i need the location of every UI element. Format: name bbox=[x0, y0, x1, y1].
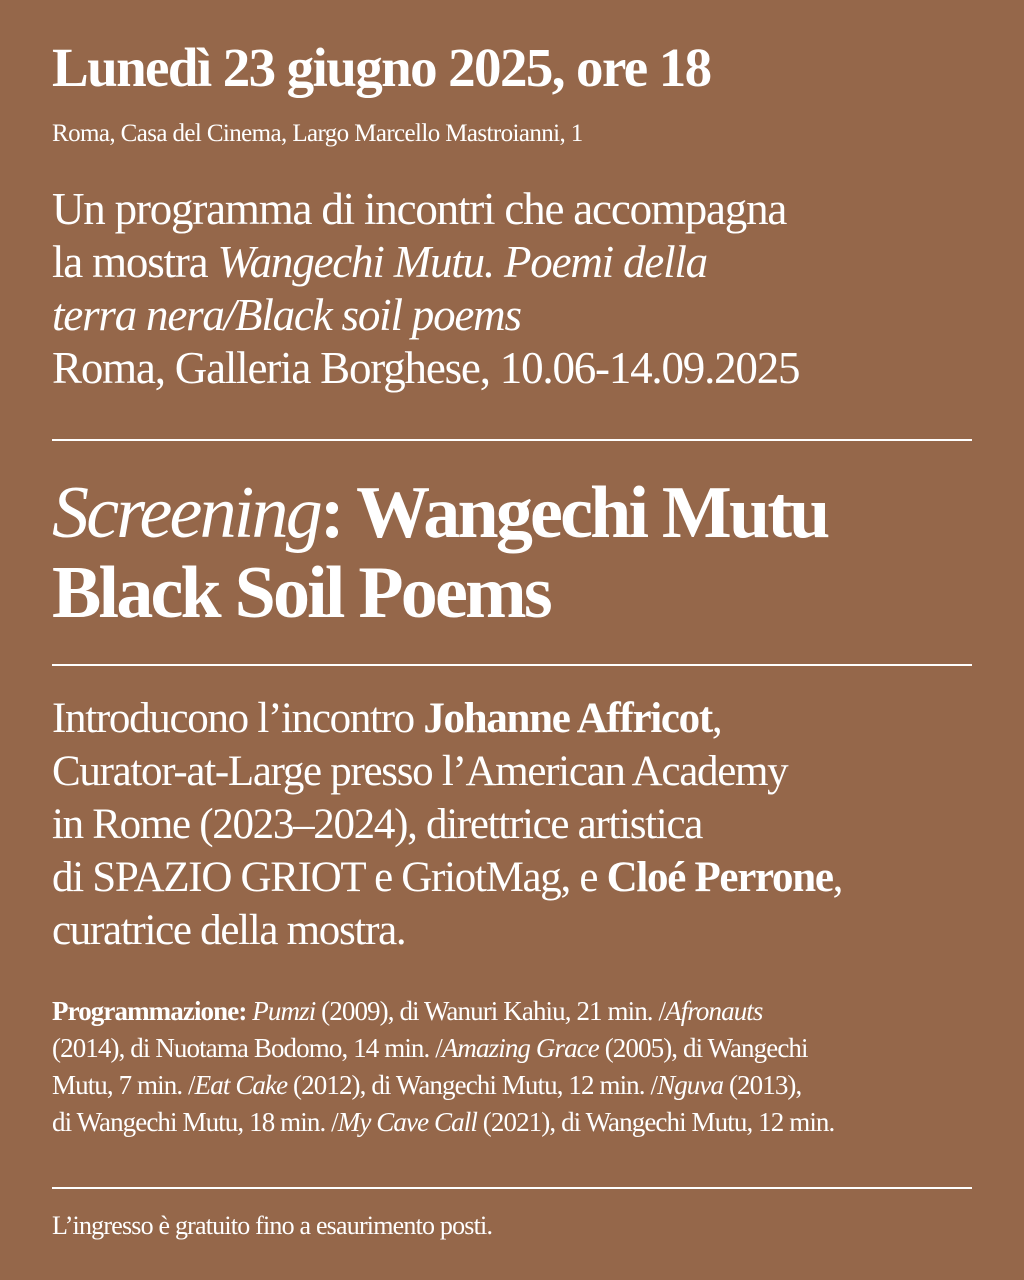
intro-line: Un programma di incontri che accompagna bbox=[52, 184, 787, 234]
speakers-text: , bbox=[832, 854, 843, 901]
event-venue: Roma, Casa del Cinema, Largo Marcello Mastroianni, 1 bbox=[52, 120, 583, 147]
event-date-time: Lunedì 23 giugno 2025, ore 18 bbox=[52, 37, 711, 98]
speakers-line: Curator-at-Large presso l’American Academy bbox=[52, 748, 788, 795]
programme-block bbox=[52, 993, 972, 1141]
intro-text: la mostra bbox=[52, 237, 218, 287]
title-line: Black Soil Poems bbox=[52, 552, 550, 634]
divider bbox=[52, 1187, 972, 1189]
speakers-line: curatrice della mostra. bbox=[52, 907, 406, 954]
speakers-line: in Rome (2023–2024), direttrice artistica bbox=[52, 801, 703, 848]
intro-line bbox=[52, 289, 972, 342]
film-details: (2012), di Wangechi Mutu, 12 min. / bbox=[287, 1070, 658, 1100]
speaker-name: Johanne Affricot bbox=[423, 695, 712, 742]
title-italic-word: Screening bbox=[52, 472, 320, 554]
film-title: My Cave Call bbox=[337, 1107, 477, 1137]
film-title: Nguva bbox=[657, 1070, 724, 1100]
title-text: : Wangechi Mutu bbox=[319, 472, 828, 554]
title-line bbox=[52, 473, 972, 553]
film-details: Mutu, 7 min. / bbox=[52, 1070, 195, 1100]
exhibition-place-dates: Roma, Galleria Borghese, 10.06-14.09.2025 bbox=[52, 343, 800, 393]
event-poster bbox=[52, 0, 972, 1280]
speakers-text: Introducono l’incontro bbox=[52, 695, 424, 742]
speakers-text: , bbox=[711, 695, 722, 742]
programme-line bbox=[52, 993, 972, 1030]
intro-block bbox=[52, 183, 972, 395]
speakers-text: di SPAZIO GRIOT e GriotMag, e bbox=[52, 854, 607, 901]
film-details: (2014), di Nuotama Bodomo, 14 min. / bbox=[52, 1033, 442, 1063]
programme-line bbox=[52, 1104, 972, 1141]
exhibition-title: terra nera/Black soil poems bbox=[52, 290, 521, 340]
intro-line bbox=[52, 236, 972, 289]
programme-line bbox=[52, 1067, 972, 1104]
speakers-block bbox=[52, 692, 972, 957]
admission-note: L’ingresso è gratuito fino a esaurimento posti. bbox=[52, 1211, 493, 1240]
programme-line bbox=[52, 1030, 972, 1067]
speakers-line bbox=[52, 692, 972, 745]
speaker-name: Cloé Perrone bbox=[606, 854, 833, 901]
film-title: Amazing Grace bbox=[441, 1033, 599, 1063]
film-title: Afronauts bbox=[665, 996, 763, 1026]
programme-label: Programmazione: bbox=[52, 996, 247, 1026]
film-details: di Wangechi Mutu, 18 min. / bbox=[52, 1107, 338, 1137]
exhibition-title: Wangechi Mutu. Poemi della bbox=[217, 237, 707, 287]
film-title: Pumzi bbox=[252, 996, 316, 1026]
film-details: (2005), di Wangechi bbox=[598, 1033, 808, 1063]
divider bbox=[52, 439, 972, 441]
film-details: (2013), bbox=[723, 1070, 802, 1100]
speakers-line bbox=[52, 851, 972, 904]
film-title: Eat Cake bbox=[194, 1070, 288, 1100]
film-details: (2021), di Wangechi Mutu, 12 min. bbox=[476, 1107, 835, 1137]
film-details: (2009), di Wanuri Kahiu, 21 min. / bbox=[315, 996, 666, 1026]
divider bbox=[52, 664, 972, 666]
event-title bbox=[52, 473, 972, 633]
